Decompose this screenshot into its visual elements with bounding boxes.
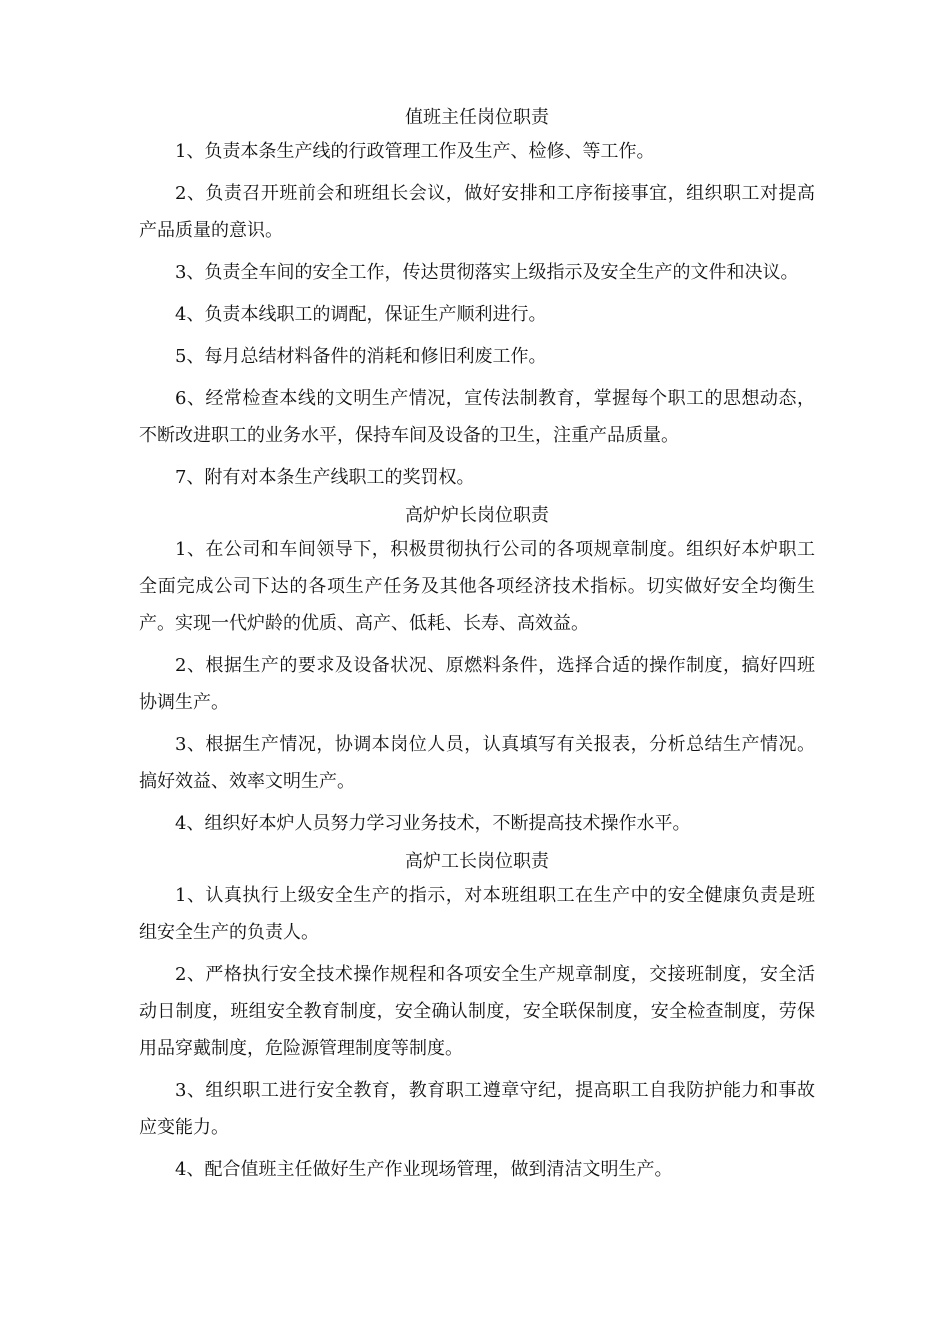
duty-item: 2、严格执行安全技术操作规程和各项安全生产规章制度，交接班制度，安全活动日制度，班组安全教育制度，安全确认制度，安全联保制度，安全检查制度，劳保用品穿戴制度，危险源管理制度等制度。 bbox=[139, 964, 815, 1059]
duty-item: 1、负责本条生产线的行政管理工作及生产、检修、等工作。 bbox=[175, 141, 655, 162]
section-title: 高炉炉长岗位职责 bbox=[405, 505, 549, 526]
duty-item: 6、经常检查本线的文明生产情况，宣传法制教育，掌握每个职工的思想动态，不断改进职工的业务水平，保持车间及设备的卫生，注重产品质量。 bbox=[139, 388, 815, 446]
section-furnace-foreman bbox=[139, 847, 815, 1188]
duty-item: 2、负责召开班前会和班组长会议，做好安排和工序衔接事宜，组织职工对提高产品质量的意识。 bbox=[139, 183, 815, 241]
section-duty-supervisor bbox=[139, 103, 815, 496]
duty-item: 1、认真执行上级安全生产的指示，对本班组职工在生产中的安全健康负责是班组安全生产的负责人。 bbox=[139, 885, 815, 943]
duty-item: 4、负责本线职工的调配，保证生产顺利进行。 bbox=[175, 304, 547, 325]
duty-item: 4、配合值班主任做好生产作业现场管理，做到清洁文明生产。 bbox=[175, 1159, 673, 1180]
duty-item: 2、根据生产的要求及设备状况、原燃料条件，选择合适的操作制度，搞好四班协调生产。 bbox=[139, 655, 815, 713]
section-title: 高炉工长岗位职责 bbox=[405, 851, 549, 872]
duty-item: 3、组织职工进行安全教育，教育职工遵章守纪，提高职工自我防护能力和事故应变能力。 bbox=[139, 1080, 815, 1138]
document-body bbox=[139, 103, 815, 1193]
duty-item: 7、附有对本条生产线职工的奖罚权。 bbox=[175, 467, 475, 488]
duty-item: 5、每月总结材料备件的消耗和修旧利废工作。 bbox=[175, 346, 547, 367]
duty-item: 3、根据生产情况，协调本岗位人员，认真填写有关报表，分析总结生产情况。搞好效益、效率文明生产。 bbox=[139, 734, 815, 792]
duty-item: 1、在公司和车间领导下，积极贯彻执行公司的各项规章制度。组织好本炉职工全面完成公司下达的各项生产任务及其他各项经济技术指标。切实做好安全均衡生产。实现一代炉龄的优质、高产、低耗、长寿、高效益。 bbox=[139, 539, 815, 634]
duty-item: 4、组织好本炉人员努力学习业务技术，不断提高技术操作水平。 bbox=[175, 813, 691, 834]
duty-item: 3、负责全车间的安全工作，传达贯彻落实上级指示及安全生产的文件和决议。 bbox=[175, 262, 799, 283]
section-furnace-chief bbox=[139, 501, 815, 842]
section-title: 值班主任岗位职责 bbox=[405, 107, 549, 128]
